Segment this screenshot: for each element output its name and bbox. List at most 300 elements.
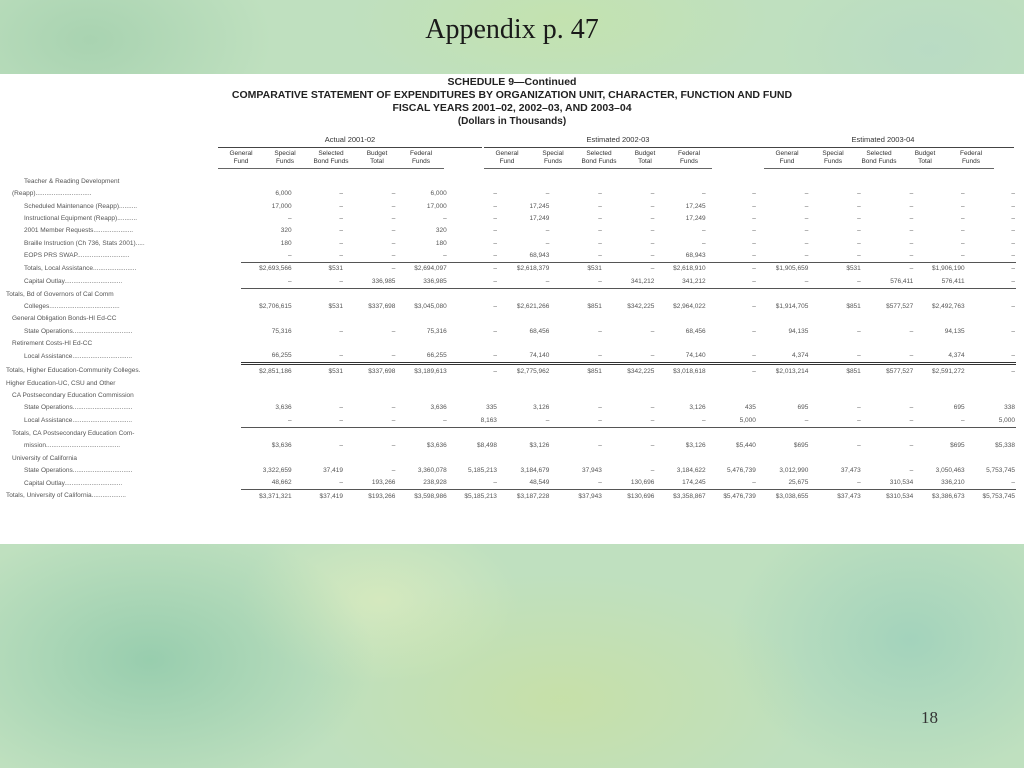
table-row bbox=[4, 477, 1016, 490]
table-cell: – bbox=[241, 250, 292, 263]
table-cell: – bbox=[391, 442, 396, 450]
table-cell bbox=[448, 427, 498, 440]
table-cell: – bbox=[650, 215, 655, 223]
table-cell: – bbox=[498, 415, 550, 428]
table-cell: 17,245 bbox=[529, 202, 550, 210]
table-row bbox=[4, 263, 1016, 276]
table-cell: 3,012,990 bbox=[779, 466, 809, 474]
row-label: University of California bbox=[12, 454, 78, 462]
table-cell: 130,696 bbox=[603, 477, 655, 490]
table-cell: – bbox=[339, 327, 343, 335]
table-cell bbox=[809, 176, 861, 188]
table-cell bbox=[550, 176, 602, 188]
table-cell: – bbox=[809, 350, 861, 364]
table-cell: $2,621,266 bbox=[516, 303, 550, 311]
table-cell: – bbox=[862, 250, 914, 263]
table-cell bbox=[293, 313, 344, 325]
row-label: EOPS PRS SWAP............................. bbox=[24, 252, 130, 260]
table-cell: – bbox=[752, 215, 756, 223]
table-cell: 3,126 bbox=[533, 404, 550, 412]
table-cell: 695 bbox=[797, 404, 809, 412]
table-cell: 335 bbox=[486, 404, 497, 412]
table-cell: 68,456 bbox=[529, 327, 550, 335]
row-label: Totals, Higher Education-Community Colleges. bbox=[6, 366, 141, 374]
period-group-actual: Actual 2001-02 bbox=[218, 135, 482, 148]
table-cell: – bbox=[702, 190, 706, 198]
table-cell: – bbox=[909, 239, 914, 247]
table-cell: – bbox=[493, 202, 497, 210]
period-group-estimated-2002: Estimated 2002-03 bbox=[484, 135, 752, 148]
table-cell: $2,964,022 bbox=[673, 303, 706, 311]
table-cell bbox=[757, 453, 809, 465]
table-cell bbox=[966, 176, 1016, 188]
table-cell: $2,694,097 bbox=[414, 265, 447, 273]
table-cell: – bbox=[752, 239, 756, 247]
table-cell: – bbox=[1011, 367, 1015, 375]
column-header-line: Fund bbox=[233, 158, 249, 165]
table-cell: – bbox=[914, 250, 965, 263]
table-cell: $1,906,190 bbox=[932, 265, 965, 273]
table-cell: – bbox=[545, 190, 550, 198]
column-header-line: Funds bbox=[679, 158, 699, 165]
table-cell bbox=[396, 390, 447, 402]
table-row bbox=[4, 364, 1016, 378]
table-cell: 94,135 bbox=[944, 327, 965, 335]
table-cell: – bbox=[391, 202, 396, 210]
table-cell: – bbox=[391, 327, 396, 335]
table-cell: 3,360,078 bbox=[417, 466, 447, 474]
table-cell: – bbox=[598, 239, 602, 247]
table-cell bbox=[862, 288, 914, 301]
table-row bbox=[4, 338, 1016, 350]
row-label: Colleges....................................... bbox=[24, 303, 120, 311]
table-row bbox=[4, 378, 1016, 390]
table-cell bbox=[862, 378, 914, 390]
table-cell: $2,591,272 bbox=[932, 367, 965, 375]
table-cell: – bbox=[550, 477, 602, 490]
table-cell: – bbox=[702, 239, 706, 247]
table-cell: 336,985 bbox=[344, 275, 396, 288]
table-cell: – bbox=[391, 239, 396, 247]
table-cell: $695 bbox=[950, 442, 965, 450]
table-cell: 4,374 bbox=[757, 350, 809, 364]
table-cell bbox=[603, 378, 655, 390]
schedule-heading bbox=[0, 74, 1024, 128]
row-label: Capital Outlay................................ bbox=[24, 277, 123, 285]
table-cell: – bbox=[809, 415, 861, 428]
table-cell: – bbox=[1011, 265, 1015, 273]
table-cell: – bbox=[757, 275, 809, 288]
column-header-line: Total bbox=[638, 158, 652, 165]
table-cell: $130,696 bbox=[627, 492, 655, 500]
table-cell bbox=[707, 453, 757, 465]
table-cell bbox=[396, 427, 447, 440]
table-cell bbox=[344, 338, 396, 350]
table-cell: – bbox=[752, 190, 756, 198]
table-cell: $5,338 bbox=[995, 442, 1015, 450]
column-header-line: Bond Funds bbox=[581, 158, 617, 165]
table-cell bbox=[293, 378, 344, 390]
column-header-line: Selected bbox=[586, 150, 612, 157]
table-cell bbox=[448, 288, 498, 301]
table-cell bbox=[241, 288, 292, 301]
table-cell bbox=[914, 176, 965, 188]
table-cell: $851 bbox=[587, 303, 602, 311]
table-cell: $531 bbox=[846, 265, 861, 273]
table-cell: 576,411 bbox=[914, 275, 965, 288]
table-cell: 68,456 bbox=[685, 327, 706, 335]
table-cell: – bbox=[391, 227, 396, 235]
table-cell: 4,374 bbox=[914, 350, 965, 364]
table-cell bbox=[241, 390, 292, 402]
table-cell: 695 bbox=[953, 404, 965, 412]
table-cell: – bbox=[960, 215, 965, 223]
table-cell: 310,534 bbox=[862, 477, 914, 490]
table-cell bbox=[550, 390, 602, 402]
table-cell: – bbox=[909, 227, 914, 235]
table-cell: – bbox=[339, 442, 343, 450]
table-cell: 37,473 bbox=[840, 466, 861, 474]
table-cell: – bbox=[650, 327, 655, 335]
column-header bbox=[666, 150, 712, 169]
row-label: State Operations................................. bbox=[24, 404, 133, 412]
table-cell bbox=[655, 313, 706, 325]
table-cell: – bbox=[1011, 327, 1015, 335]
table-cell bbox=[914, 288, 965, 301]
table-cell bbox=[293, 338, 344, 350]
column-header bbox=[902, 150, 948, 169]
row-label: Totals, University of California................... bbox=[6, 492, 126, 500]
table-cell: – bbox=[809, 250, 861, 263]
table-cell bbox=[655, 427, 706, 440]
table-cell bbox=[862, 176, 914, 188]
table-cell bbox=[396, 338, 447, 350]
column-headers bbox=[0, 150, 1024, 176]
table-cell bbox=[396, 288, 447, 301]
table-cell bbox=[914, 390, 965, 402]
table-cell bbox=[757, 390, 809, 402]
table-row bbox=[4, 390, 1016, 402]
column-header bbox=[948, 150, 994, 169]
table-cell bbox=[241, 453, 292, 465]
table-cell: – bbox=[293, 275, 344, 288]
table-cell: $3,189,613 bbox=[414, 367, 447, 375]
column-header-line: Fund bbox=[499, 158, 515, 165]
table-row bbox=[4, 188, 1016, 200]
table-cell: – bbox=[391, 215, 396, 223]
row-label: Capital Outlay................................ bbox=[24, 479, 123, 487]
table-cell: $3,126 bbox=[685, 442, 706, 450]
table-cell: 320 bbox=[280, 227, 292, 235]
table-cell: – bbox=[1011, 239, 1015, 247]
table-cell: – bbox=[960, 190, 965, 198]
table-cell bbox=[707, 288, 757, 301]
column-header-line: Bond Funds bbox=[313, 158, 349, 165]
table-cell: $577,527 bbox=[886, 367, 914, 375]
table-cell bbox=[966, 390, 1016, 402]
table-cell bbox=[707, 427, 757, 440]
table-cell: $577,527 bbox=[886, 303, 914, 311]
table-cell: – bbox=[493, 327, 497, 335]
table-row bbox=[4, 176, 1016, 188]
table-cell: – bbox=[862, 415, 914, 428]
table-cell: $310,534 bbox=[886, 492, 914, 500]
table-cell bbox=[603, 313, 655, 325]
table-cell: – bbox=[493, 190, 497, 198]
table-cell: – bbox=[909, 327, 914, 335]
table-cell bbox=[603, 288, 655, 301]
table-cell: – bbox=[598, 190, 602, 198]
table-cell: – bbox=[545, 227, 550, 235]
table-cell: 174,245 bbox=[655, 477, 706, 490]
table-cell bbox=[396, 453, 447, 465]
table-cell: – bbox=[909, 466, 914, 474]
schedule-scan bbox=[0, 74, 1024, 544]
table-cell bbox=[655, 390, 706, 402]
table-cell: – bbox=[857, 190, 861, 198]
column-header-line: General bbox=[775, 150, 799, 157]
table-cell: $1,914,705 bbox=[775, 303, 809, 311]
table-cell bbox=[603, 176, 655, 188]
table-cell: – bbox=[862, 350, 914, 364]
table-cell: – bbox=[391, 265, 396, 273]
table-cell bbox=[293, 176, 344, 188]
table-cell bbox=[550, 313, 602, 325]
table-cell: – bbox=[339, 202, 343, 210]
table-cell: 37,943 bbox=[581, 466, 602, 474]
table-cell: $37,943 bbox=[578, 492, 602, 500]
row-label: Local Assistance................................. bbox=[24, 417, 133, 425]
table-cell: 17,249 bbox=[529, 215, 550, 223]
table-cell: $3,018,618 bbox=[673, 367, 706, 375]
table-cell: $8,498 bbox=[477, 442, 497, 450]
schedule-line-3: FISCAL YEARS 2001–02, 2002–03, AND 2003–04 bbox=[392, 102, 632, 114]
table-cell: $531 bbox=[587, 265, 602, 273]
table-cell bbox=[344, 427, 396, 440]
table-cell: $337,698 bbox=[368, 303, 396, 311]
table-cell: $3,358,867 bbox=[673, 492, 706, 500]
table-cell bbox=[344, 288, 396, 301]
table-cell bbox=[550, 453, 602, 465]
table-cell bbox=[707, 176, 757, 188]
table-cell: 37,419 bbox=[323, 466, 343, 474]
table-cell bbox=[344, 453, 396, 465]
table-cell: – bbox=[293, 350, 344, 364]
row-label: General Obligation Bonds-HI Ed-CC bbox=[12, 315, 117, 323]
column-header-line: Selected bbox=[866, 150, 892, 157]
table-cell: $3,038,655 bbox=[775, 492, 809, 500]
table-cell: $5,440 bbox=[735, 442, 756, 450]
row-label: Totals, CA Postsecondary Education Com- bbox=[12, 429, 135, 437]
table-cell: – bbox=[344, 250, 396, 263]
column-header-line: Federal bbox=[677, 150, 701, 157]
table-cell: 48,662 bbox=[241, 477, 292, 490]
table-cell: – bbox=[448, 275, 498, 288]
table-cell: 74,140 bbox=[655, 350, 706, 364]
column-header bbox=[354, 150, 400, 169]
column-header-line: Special bbox=[274, 150, 296, 157]
column-header bbox=[308, 150, 354, 169]
table-cell: – bbox=[752, 367, 756, 375]
table-cell: – bbox=[339, 215, 343, 223]
table-cell: – bbox=[603, 415, 655, 428]
row-label: Teacher & Reading Development bbox=[24, 178, 120, 186]
table-cell bbox=[448, 338, 498, 350]
table-cell bbox=[914, 453, 965, 465]
table-cell: – bbox=[396, 415, 447, 428]
table-cell: – bbox=[857, 227, 861, 235]
table-cell: $851 bbox=[846, 367, 861, 375]
table-cell: $531 bbox=[328, 367, 343, 375]
table-cell bbox=[603, 427, 655, 440]
column-header-line: Selected bbox=[318, 150, 344, 157]
row-label: Higher Education-UC, CSU and Other bbox=[6, 379, 116, 387]
column-header-line: Federal bbox=[959, 150, 983, 157]
row-label: 2001 Member Requests...................... bbox=[24, 227, 134, 235]
table-cell: 3,636 bbox=[275, 404, 292, 412]
table-cell: $37,473 bbox=[837, 492, 861, 500]
table-cell: – bbox=[344, 415, 396, 428]
table-cell: – bbox=[493, 367, 497, 375]
table-cell bbox=[757, 288, 809, 301]
table-cell bbox=[344, 313, 396, 325]
row-label: (Reapp)............................... bbox=[12, 190, 92, 198]
table-cell: $3,598,986 bbox=[414, 492, 447, 500]
table-cell: 341,212 bbox=[603, 275, 655, 288]
table-cell bbox=[966, 378, 1016, 390]
row-label: Local Assistance................................. bbox=[24, 353, 133, 361]
table-cell: – bbox=[650, 442, 655, 450]
table-cell: 5,000 bbox=[966, 415, 1016, 428]
table-cell: – bbox=[857, 442, 861, 450]
table-cell: 3,184,622 bbox=[676, 466, 706, 474]
row-label: CA Postsecondary Education Commission bbox=[12, 392, 134, 400]
table-cell: $3,636 bbox=[271, 442, 292, 450]
table-cell bbox=[757, 338, 809, 350]
table-cell: – bbox=[752, 227, 756, 235]
table-cell bbox=[498, 390, 550, 402]
table-cell: – bbox=[960, 239, 965, 247]
table-cell: – bbox=[493, 239, 497, 247]
column-header-line: Special bbox=[542, 150, 564, 157]
table-cell: 17,245 bbox=[685, 202, 706, 210]
table-cell: – bbox=[914, 415, 965, 428]
table-cell bbox=[966, 453, 1016, 465]
table-cell: 68,943 bbox=[655, 250, 706, 263]
table-cell bbox=[448, 390, 498, 402]
table-cell: $5,185,213 bbox=[464, 492, 497, 500]
table-cell bbox=[344, 378, 396, 390]
table-cell: – bbox=[493, 227, 497, 235]
table-cell: – bbox=[550, 350, 602, 364]
table-cell: – bbox=[757, 250, 809, 263]
table-cell: – bbox=[804, 190, 809, 198]
table-cell: – bbox=[752, 265, 756, 273]
table-cell bbox=[603, 338, 655, 350]
table-cell: 3,184,679 bbox=[520, 466, 550, 474]
table-cell: $2,492,763 bbox=[932, 303, 965, 311]
table-cell: 180 bbox=[435, 239, 447, 247]
table-row bbox=[4, 275, 1016, 288]
table-cell bbox=[707, 313, 757, 325]
table-cell: – bbox=[288, 215, 292, 223]
table-row bbox=[4, 453, 1016, 465]
table-cell bbox=[914, 338, 965, 350]
table-cell: – bbox=[1011, 190, 1015, 198]
table-cell: – bbox=[493, 265, 497, 273]
table-cell bbox=[966, 288, 1016, 301]
table-cell: 435 bbox=[745, 404, 756, 412]
table-cell bbox=[396, 176, 447, 188]
table-row bbox=[4, 490, 1016, 503]
table-cell: – bbox=[909, 215, 914, 223]
table-cell bbox=[241, 176, 292, 188]
table-cell bbox=[862, 453, 914, 465]
table-cell: $851 bbox=[587, 367, 602, 375]
table-cell: 3,050,463 bbox=[935, 466, 965, 474]
column-header bbox=[764, 150, 810, 169]
table-cell: 6,000 bbox=[430, 190, 447, 198]
table-cell: – bbox=[603, 250, 655, 263]
table-cell: – bbox=[707, 275, 757, 288]
table-cell: $3,371,321 bbox=[259, 492, 292, 500]
table-cell bbox=[655, 453, 706, 465]
column-header-line: Funds bbox=[961, 158, 981, 165]
column-header bbox=[856, 150, 902, 169]
table-cell: – bbox=[493, 215, 497, 223]
table-cell: – bbox=[241, 415, 292, 428]
table-cell: 3,322,659 bbox=[262, 466, 292, 474]
table-cell: 238,928 bbox=[396, 477, 447, 490]
table-cell: $531 bbox=[328, 303, 343, 311]
column-header-line: Bond Funds bbox=[861, 158, 897, 165]
row-label: Instructional Equipment (Reapp)........... bbox=[24, 215, 138, 223]
table-cell: $2,693,566 bbox=[259, 265, 292, 273]
table-cell: – bbox=[960, 202, 965, 210]
table-cell bbox=[757, 378, 809, 390]
row-label: Totals, Local Assistance........................ bbox=[24, 264, 137, 272]
table-cell: – bbox=[857, 215, 861, 223]
table-cell: $5,753,745 bbox=[982, 492, 1015, 500]
column-header-line: Budget bbox=[366, 150, 388, 157]
table-cell: – bbox=[857, 202, 861, 210]
table-cell: – bbox=[650, 466, 655, 474]
table-cell bbox=[498, 288, 550, 301]
column-header-line: Federal bbox=[409, 150, 433, 157]
table-row bbox=[4, 301, 1016, 313]
table-cell: – bbox=[960, 227, 965, 235]
table-row bbox=[4, 440, 1016, 452]
table-cell: – bbox=[707, 477, 757, 490]
table-cell: – bbox=[804, 227, 809, 235]
table-cell: 68,943 bbox=[498, 250, 550, 263]
table-cell: $37,419 bbox=[319, 492, 343, 500]
table-cell: – bbox=[804, 202, 809, 210]
table-cell: – bbox=[857, 327, 861, 335]
table-cell bbox=[293, 427, 344, 440]
table-cell: – bbox=[448, 250, 498, 263]
table-cell: $695 bbox=[793, 442, 809, 450]
table-cell: 25,675 bbox=[757, 477, 809, 490]
table-cell bbox=[966, 313, 1016, 325]
table-cell: – bbox=[752, 327, 756, 335]
table-cell bbox=[293, 390, 344, 402]
table-cell bbox=[396, 313, 447, 325]
row-label: Retirement Costs-HI Ed-CC bbox=[12, 340, 93, 347]
table-cell: – bbox=[650, 202, 655, 210]
table-cell: – bbox=[344, 350, 396, 364]
table-cell bbox=[757, 313, 809, 325]
